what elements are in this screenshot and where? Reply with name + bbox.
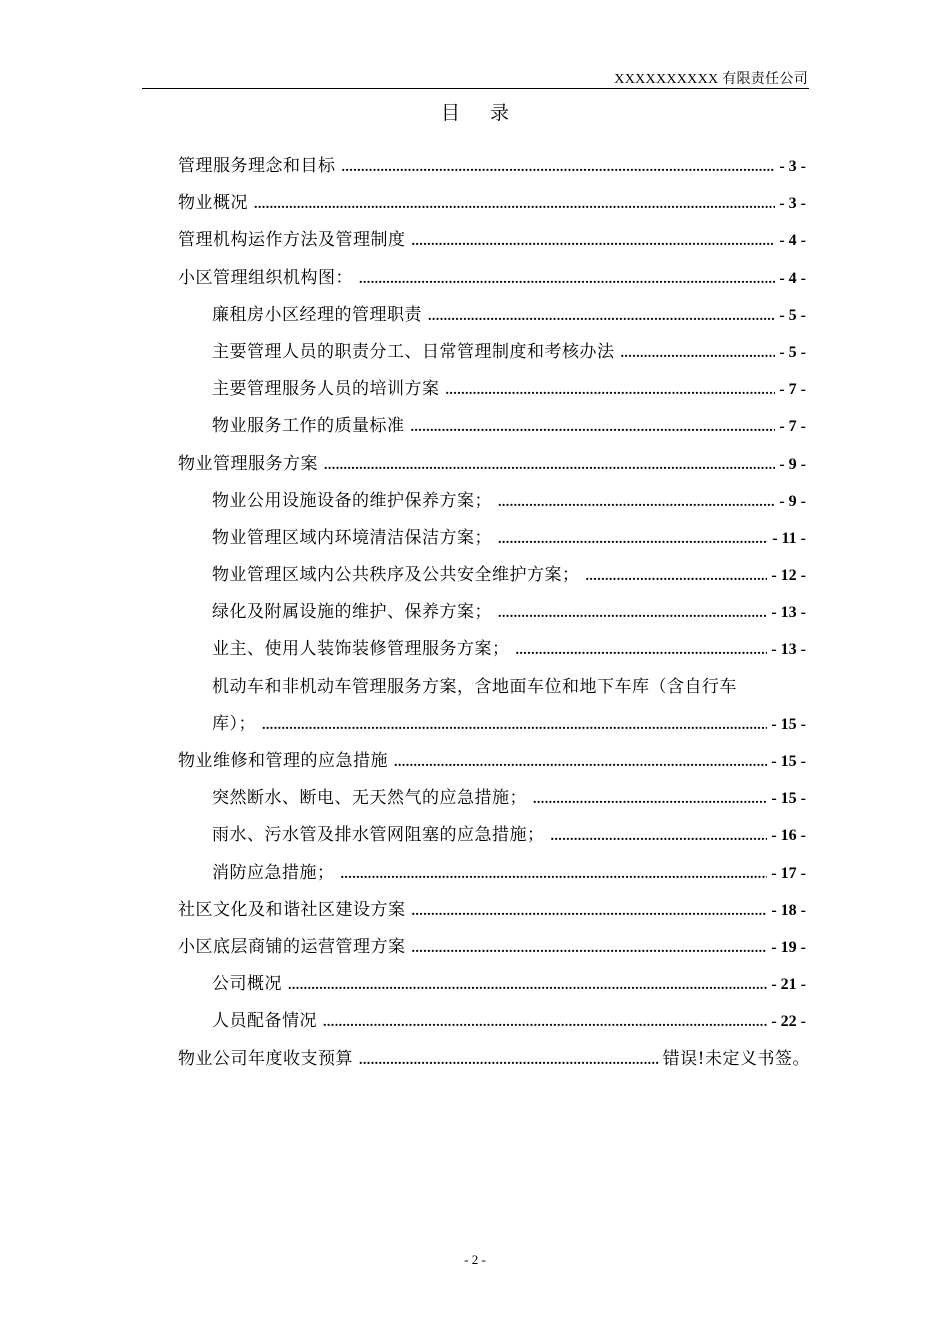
- toc-entry-text: 主要管理人员的职责分工、日常管理制度和考核办法: [212, 341, 615, 362]
- toc-entry-page: - 7 -: [779, 418, 806, 436]
- toc-entry-text: 突然断水、断电、无天然气的应急措施；: [212, 788, 527, 809]
- toc-entry-text: 廉租房小区经理的管理职责: [212, 304, 422, 325]
- toc-entry-page: - 4 -: [779, 232, 806, 250]
- toc-entry-text: 主要管理服务人员的培训方案: [212, 379, 440, 400]
- toc-entry[interactable]: [212, 966, 806, 1003]
- toc-entry-page: - 15 -: [771, 790, 806, 808]
- toc-entry-text: 消防应急措施；: [212, 862, 335, 883]
- toc-leader-dots: [498, 521, 768, 558]
- toc-entry[interactable]: [212, 631, 806, 668]
- toc-entry-page: - 7 -: [779, 381, 806, 399]
- toc-leader-dots: [412, 893, 768, 930]
- toc-entry-text: 物业管理区域内环境清洁保洁方案；: [212, 527, 492, 548]
- toc-entry-text: 物业维修和管理的应急措施: [178, 751, 388, 772]
- toc-entry-text: 小区底层商铺的运营管理方案: [178, 936, 406, 957]
- toc-leader-dots: [341, 856, 768, 893]
- table-of-contents: [178, 148, 810, 1078]
- toc-entry-page: - 3 -: [779, 195, 806, 213]
- toc-entry-page: - 13 -: [771, 604, 806, 622]
- toc-entry-text: 人员配备情况: [212, 1011, 317, 1032]
- toc-entry[interactable]: [212, 483, 806, 520]
- toc-leader-dots: [498, 595, 767, 632]
- toc-entry-last[interactable]: [178, 1041, 810, 1078]
- toc-entry[interactable]: [212, 855, 806, 892]
- toc-entry[interactable]: [212, 780, 806, 817]
- toc-entry-page: - 16 -: [771, 827, 806, 845]
- toc-entry-page: - 5 -: [779, 343, 806, 361]
- toc-entry-text: 管理服务理念和目标: [178, 156, 336, 176]
- toc-entry-text: 公司概况: [212, 974, 282, 995]
- toc-entry[interactable]: [212, 817, 806, 854]
- toc-entry-page: - 15 -: [771, 753, 806, 771]
- toc-entry[interactable]: [178, 929, 806, 966]
- toc-entry-text: 雨水、污水管及排水管网阻塞的应急措施；: [212, 825, 545, 846]
- toc-entry-page: - 17 -: [771, 864, 806, 882]
- toc-leader-dots: [323, 1004, 767, 1041]
- toc-leader-dots: [412, 930, 768, 967]
- toc-entry-page: - 4 -: [779, 269, 806, 287]
- toc-entry[interactable]: [212, 520, 806, 557]
- toc-leader-dots: [411, 409, 776, 446]
- toc-entry-page: - 15 -: [771, 715, 806, 733]
- toc-leader-dots: [498, 484, 775, 521]
- toc-entry-text: 物业管理服务方案: [178, 453, 318, 474]
- toc-entry[interactable]: [178, 743, 806, 780]
- toc-entry-page: - 22 -: [771, 1013, 806, 1031]
- toc-entry-page-error: 错误!未定义书签。: [662, 1048, 810, 1069]
- toc-entry-page: - 19 -: [771, 938, 806, 956]
- toc-entry[interactable]: [178, 148, 806, 185]
- toc-entry-text: 小区管理组织机构图：: [178, 267, 353, 288]
- toc-entry-text: 物业服务工作的质量标准: [212, 416, 405, 437]
- toc-entry[interactable]: [212, 408, 806, 445]
- toc-leader-dots: [359, 1042, 659, 1079]
- toc-entry-text: 业主、使用人装饰装修管理服务方案；: [212, 639, 510, 660]
- toc-leader-dots: [394, 744, 767, 781]
- toc-leader-dots: [359, 261, 775, 298]
- toc-entry-page: - 13 -: [771, 641, 806, 659]
- toc-leader-dots: [446, 372, 776, 409]
- toc-entry-page: - 21 -: [771, 976, 806, 994]
- toc-entry-text: 机动车和非机动车管理服务方案，含地面车位和地下车库（含自行车: [212, 676, 737, 697]
- toc-entry-page: - 12 -: [771, 567, 806, 585]
- toc-entry-wrapped[interactable]: [178, 669, 806, 743]
- page-number: - 2 -: [464, 1252, 486, 1267]
- toc-entry[interactable]: [178, 892, 806, 929]
- toc-entry-text: 社区文化及和谐社区建设方案: [178, 899, 406, 920]
- toc-leader-dots: [516, 632, 768, 669]
- toc-leader-dots: [288, 967, 767, 1004]
- toc-leader-dots: [262, 707, 767, 744]
- toc-leader-dots: [586, 558, 768, 595]
- toc-leader-dots: [342, 149, 776, 186]
- toc-entry[interactable]: [178, 260, 806, 297]
- toc-entry[interactable]: [178, 446, 806, 483]
- toc-entry[interactable]: [212, 334, 806, 371]
- toc-entry[interactable]: [178, 185, 806, 222]
- toc-entry-page: - 9 -: [779, 492, 806, 510]
- toc-entry[interactable]: [212, 557, 806, 594]
- toc-leader-dots: [533, 781, 767, 818]
- toc-entry-text: 绿化及附属设施的维护、保养方案；: [212, 602, 492, 623]
- toc-entry-page: - 11 -: [772, 529, 806, 547]
- toc-entry-text: 物业概况: [178, 193, 248, 214]
- toc-entry-page: - 3 -: [779, 158, 806, 175]
- toc-leader-dots: [428, 298, 775, 335]
- toc-entry-text: 物业公司年度收支预算: [178, 1048, 353, 1069]
- toc-entry-page: - 5 -: [779, 306, 806, 324]
- header-company-name: XXXXXXXXXX 有限责任公司: [614, 72, 808, 87]
- toc-entry[interactable]: [212, 1003, 806, 1040]
- toc-leader-dots: [621, 335, 776, 372]
- toc-entry-page: - 18 -: [771, 901, 806, 919]
- toc-leader-dots: [324, 447, 775, 484]
- toc-leader-dots: [412, 223, 776, 260]
- toc-entry-text: 物业管理区域内公共秩序及公共安全维护方案；: [212, 565, 580, 586]
- toc-entry-text: 管理机构运作方法及管理制度: [178, 230, 406, 251]
- toc-title: 目 录: [440, 102, 522, 124]
- toc-entry[interactable]: [178, 222, 806, 259]
- toc-entry-text-continued: 库）；: [212, 713, 256, 734]
- toc-entry[interactable]: [212, 371, 806, 408]
- header-rule: [142, 88, 809, 89]
- toc-leader-dots: [551, 818, 768, 855]
- toc-entry[interactable]: [212, 297, 806, 334]
- toc-leader-dots: [254, 186, 775, 223]
- toc-entry-page: - 9 -: [779, 455, 806, 473]
- toc-entry-text: 物业公用设施设备的维护保养方案；: [212, 490, 492, 511]
- toc-entry[interactable]: [212, 594, 806, 631]
